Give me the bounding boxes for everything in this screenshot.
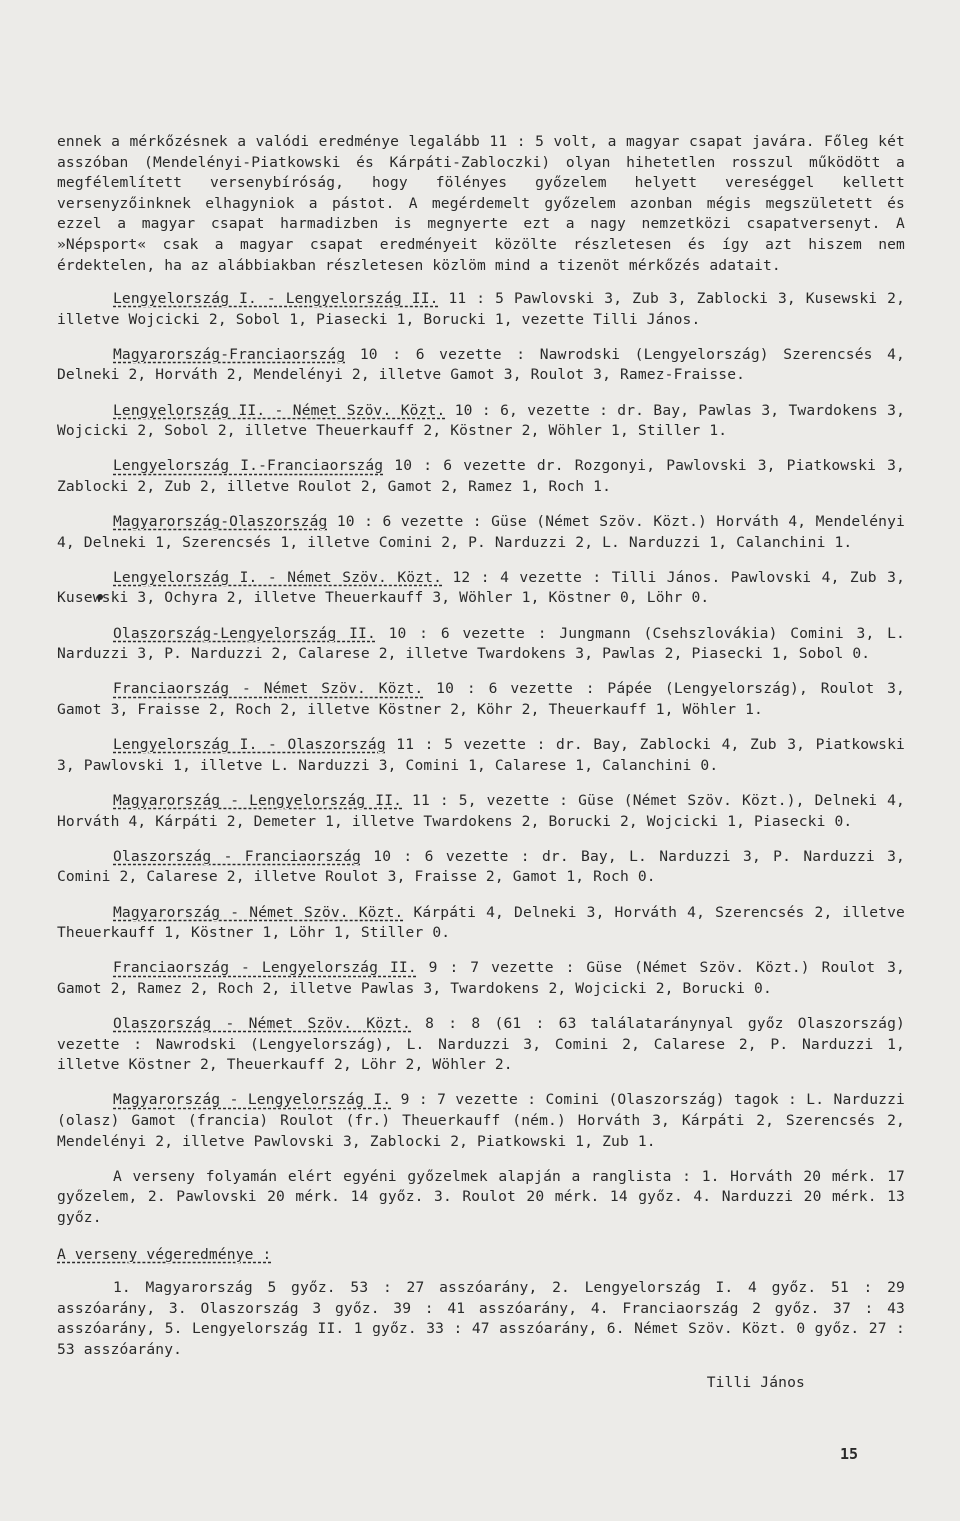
author-signature: Tilli János: [706, 1374, 805, 1392]
match-result: [57, 512, 905, 553]
match-details: 10 : 6 vezette : Pápée (Lengyelország), Roulot 3, Gamot 3, Fraisse 2, Roch 2, illetve Köstner 2, Köhr 2, Theuerkauff 1, Wöhler 1.: [57, 680, 905, 719]
match-teams: Franciaország - Német Szöv. Közt.: [113, 680, 424, 698]
match-result: [57, 624, 905, 665]
match-teams: Lengyelország I.-Franciaország: [113, 457, 384, 475]
intro-paragraph: ennek a mérkőzésnek a valódi eredménye legalább 11 : 5 volt, a magyar csapat javára. Főleg két asszóban (Mendelényi-Piatkowski és Kárpáti-Zabloczki) olyan hihetetlen rosszul működött a megfélemlített versenybíróság, hogy fölényes győzelem helyett vereséggel kellett versenyzőinknek elhagyniok a pástot. A megérdemelt győzelem azonban mégis megszületett és ezzel a magyar csapat harmadizben is megnyerte ezt a nagy nemzetközi csapatversenyt. A »Népsport« csak a magyar csapat eredményeit közölte részletesen és így azt hiszem nem érdektelen, ha az alábbiakban részletesen közlöm mind a tizenöt mérkőzés adatait.: [57, 133, 905, 274]
match-teams: Magyarország-Franciaország: [113, 345, 346, 363]
match-result: [57, 958, 905, 999]
article-body: [57, 132, 905, 1394]
page-number: 15: [840, 1445, 859, 1463]
match-teams: Olaszország - Német Szöv. Közt.: [113, 1015, 411, 1033]
match-teams: Magyarország-Olaszország: [113, 513, 328, 531]
match-teams: Magyarország - Német Szöv. Közt.: [113, 903, 404, 921]
match-details: 11 : 5, vezette : Güse (Német Szöv. Közt.), Delneki 4, Horváth 4, Kárpáti 2, Demeter 1, illetve Twardokens 2, Borucki 2, Wojcicki 1, Piasecki 0.: [57, 791, 905, 830]
final-results-paragraph: 1. Magyarország 5 győz. 53 : 27 asszóarány, 2. Lengyelország I. 4 győz. 51 : 29 asszóarány, 3. Olaszország 3 győz. 39 : 41 asszóarány, 4. Franciaország 2 győz. 37 : 43 asszóarány, 5. Lengyelország II. 1 győz. 33 : 47 asszóarány, 6. Német Szöv. Közt. 0 győz. 27 : 53 asszóarány.: [57, 1279, 905, 1359]
match-teams: Franciaország - Lengyelország II.: [113, 959, 417, 977]
match-result: [57, 679, 905, 720]
match-details: 10 : 6 vezette : Nawrodski (Lengyelország) Szerencsés 4, Delneki 2, Horváth 2, Mendelényi 2, illetve Gamot 3, Roulot 3, Ramez-Fraisse.: [57, 345, 905, 384]
match-details: 11 : 5 vezette : dr. Bay, Zablocki 4, Zub 3, Piatkowski 3, Pawlovski 1, illetve L. Narduzzi 3, Comini 1, Calarese 1, Calanchini 0.: [57, 736, 905, 774]
match-result: [57, 345, 905, 386]
match-details: 8 : 8 (61 : 63 találataránynyal győz Olaszország) vezette : Nawrodski (Lengyelország), L. Narduzzi 3, Comini 2, Calarese 2, P. Narduzzi 1, illetve Köstner 2, Theuerkauff 2, Löhr 2, Wöhler 2.: [57, 1015, 905, 1074]
match-details: 9 : 7 vezette : Comini (Olaszország) tagok : L. Narduzzi (olasz) Gamot (francia) Roulot (fr.) Theuerkauff (ném.) Horváth 3, Kárpáti 2, Szerencsés 2, Mendelényi 2, illetve Pawlovski 3, Zablocki 2, Piatkowski 1, Zub 1.: [57, 1091, 905, 1150]
match-details: 10 : 6 vezette : dr. Bay, L. Narduzzi 3, P. Narduzzi 3, Comini 2, Calarese 2, illetve Roulot 3, Fraisse 2, Gamot 1, Roch 0.: [57, 847, 905, 886]
match-result: [57, 568, 905, 609]
match-list: [57, 289, 905, 1152]
match-details: 10 : 6 vezette dr. Rozgonyi, Pawlovski 3, Piatkowski 3, Zablocki 2, Zub 2, illetve Roulot 2, Gamot 2, Ramez 1, Roch 1.: [57, 457, 905, 495]
match-teams: Lengyelország I. - Lengyelország II.: [113, 289, 439, 307]
match-result: [57, 1014, 905, 1076]
match-result: [57, 401, 905, 442]
match-details: Kárpáti 4, Delneki 3, Horváth 4, Szerencsés 2, illetve Theuerkauff 1, Köstner 1, Löhr 1, Stiller 0.: [57, 903, 905, 942]
match-teams: Olaszország-Lengyelország II.: [113, 624, 376, 642]
match-details: 10 : 6 vezette : Jungmann (Csehszlovákia) Comini 3, L. Narduzzi 3, P. Narduzzi 2, Calarese 2, illetve Twardokens 3, Pawlas 2, Piasecki 1, Sobol 0.: [57, 624, 905, 663]
match-result: [57, 903, 905, 944]
match-teams: Magyarország - Lengyelország I.: [113, 1091, 392, 1109]
match-details: 9 : 7 vezette : Güse (Német Szöv. Közt.) Roulot 3, Gamot 2, Ramez 2, Roch 2, illetve Pawlas 3, Twardokens 2, Wojcicki 2, Borucki 0.: [57, 959, 905, 997]
match-result: [57, 847, 905, 888]
match-teams: Magyarország - Lengyelország II.: [113, 791, 403, 809]
match-result: [57, 289, 905, 330]
match-details: 10 : 6, vezette : dr. Bay, Pawlas 3, Twardokens 3, Wojcicki 2, Sobol 2, illetve Theuerkauff 2, Köstner 2, Wöhler 1, Stiller 1.: [57, 401, 906, 440]
match-details: 10 : 6 vezette : Güse (Német Szöv. Közt.) Horváth 4, Mendelényi 4, Delneki 1, Szerencsés 1, illetve Comini 2, P. Narduzzi 2, L. Narduzzi 1, Calanchini 1.: [57, 513, 905, 551]
match-result: [57, 1090, 905, 1152]
ranking-paragraph: A verseny folyamán elért egyéni győzelmek alapján a ranglista : 1. Horváth 20 mérk. 17 győzelem, 2. Pawlovski 20 mérk. 14 győz. 3. Roulot 20 mérk. 14 győz. 4. Narduzzi 20 mérk. 13 győz.: [57, 1167, 905, 1227]
match-result: [57, 791, 905, 832]
match-teams: Lengyelország I. - Olaszország: [113, 736, 386, 754]
match-details: 11 : 5 Pawlovski 3, Zub 3, Zablocki 3, Kusewski 2, illetve Wojcicki 2, Sobol 1, Piasecki 1, Borucki 1, vezette Tilli János.: [57, 289, 906, 328]
match-result: [57, 735, 905, 776]
match-details: 12 : 4 vezette : Tilli János. Pawlovski 4, Zub 3, Kusewski 3, Ochyra 2, illetve Theuerkauff 3, Wöhler 1, Köstner 0, Löhr 0.: [57, 568, 906, 607]
match-teams: Olaszország - Franciaország: [113, 847, 361, 865]
match-result: [57, 456, 905, 497]
match-teams: Lengyelország I. - Német Szöv. Közt.: [113, 568, 443, 586]
final-results-heading: A verseny végeredménye :: [57, 1245, 272, 1263]
match-teams: Lengyelország II. - Német Szöv. Közt.: [113, 401, 446, 419]
